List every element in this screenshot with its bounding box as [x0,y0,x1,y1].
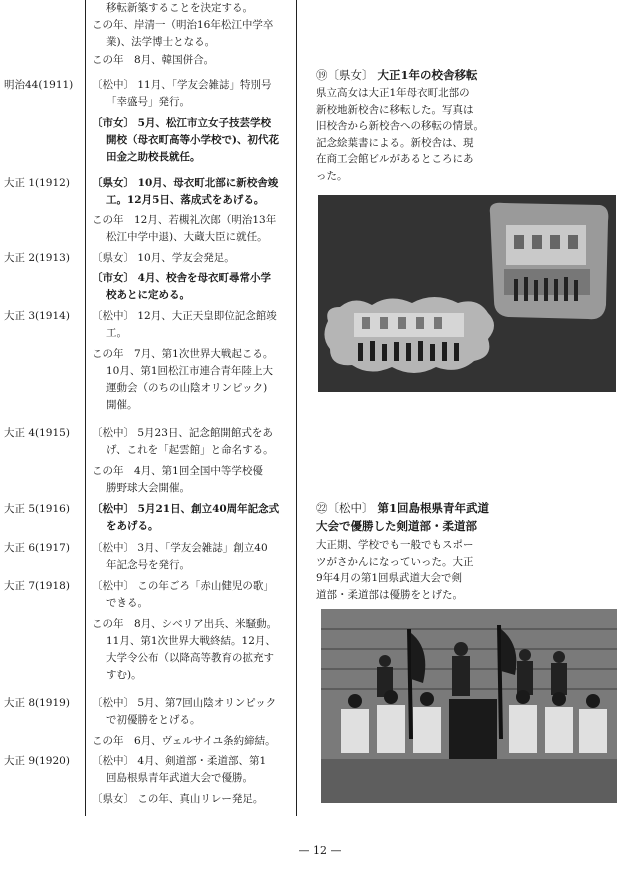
caption-22-text [316,537,496,603]
timeline-entry-line: 〔県女〕 10月、学友会発足。 [92,252,235,264]
timeline-year: 大正 5(1916) [4,503,70,515]
timeline-entry-line: 〔松中〕 5月23日、記念館開館式をあ [92,427,273,439]
timeline-entry-line: 〔県女〕 この年、真山リレー発足。 [92,793,264,805]
timeline-entry-line: 〔松中〕 3月、「学友会雑誌」創立40 [92,542,268,554]
caption-22-heading: 第1回島根県青年武道 [377,501,490,515]
caption-line: 道部・柔道部は優勝をとげた。 [316,588,463,601]
caption-line: 県立高女は大正1年母衣町北部の [316,87,470,99]
timeline-entry-line: 工。12月5日、落成式をあげる。 [106,194,265,206]
timeline-entry-line: 〔県女〕 10月、母衣町北部に新校舎竣 [92,177,279,189]
timeline-year: 大正 7(1918) [4,580,70,592]
timeline-entry-line: できる。 [106,597,148,609]
caption-line: 大正期、学校でも一般でもスポー [316,539,474,551]
timeline-year: 大正 4(1915) [4,427,70,439]
caption-line: 在商工会館ビルがあるところにあ [316,153,474,165]
timeline-entry-line: で初優勝をとげる。 [106,714,201,726]
timeline-entry [92,77,292,111]
timeline-entry-line: この年、岸清一（明治16年松江中学卒 [92,19,274,31]
timeline-entry-line: 〔市女〕 4月、校舎を母衣町尋常小学 [92,272,271,284]
timeline-entry-line: 年記念号を発行。 [106,559,190,571]
timeline-entry [92,212,292,246]
timeline-entry-line: 10月、第1回松江市連合青年陸上大 [106,365,274,377]
timeline-entry [92,308,292,342]
timeline-entry [92,346,292,414]
timeline-entry-line: 〔市女〕 5月、松江市立女子技芸学校 [92,117,271,129]
timeline-entry-line: この年 8月、シベリア出兵、米騒動。 [92,618,278,630]
timeline-entry-line: この年 4月、第1回全国中等学校優 [92,465,263,477]
caption-line: ツがさかんになっていった。大正 [316,555,474,568]
timeline-entry-line: すむ)。 [106,669,142,681]
timeline-entry-line: 〔松中〕 11月、「学友会雑誌」特別号 [92,79,272,91]
caption-line: 新校地新校舎に移転した。写真は [316,103,474,116]
timeline-entry-line: この年 12月、若槻礼次郎（明治13年 [92,214,277,226]
timeline-entry-line: 運動会（のちの山陰オリンピック) [106,382,268,394]
timeline-entry-line: 開校（母衣町高等小学校で)、初代花 [106,134,279,146]
timeline-entry [92,791,292,808]
timeline-entry [92,540,292,574]
caption-19-number: ⑲〔県女〕 [316,68,374,82]
timeline-entry-line: この年 8月、韓国併合。 [92,54,215,66]
timeline-entry [92,270,292,304]
timeline-entry [92,17,292,51]
timeline-entry-line: 工。 [106,327,127,339]
caption-19-text [316,85,496,184]
timeline-entry-line: 松江中学中退)、大蔵大臣に就任。 [106,231,268,243]
timeline-entry [92,0,292,17]
timeline-entry-line: げ、これを「起雲館」と命名する。 [106,444,274,456]
timeline-year: 大正 3(1914) [4,310,70,322]
timeline-entry-line: 移転新築することを決定する。 [106,2,253,14]
timeline-year: 大正 9(1920) [4,755,70,767]
timeline-entry [92,250,292,267]
timeline-entry [92,733,292,750]
timeline-year: 大正 2(1913) [4,252,70,264]
timeline-entry-line: 〔松中〕 この年ごろ「赤山健児の歌」 [92,580,274,592]
school-move-postcard-photo [318,195,616,392]
timeline-entry [92,52,292,69]
caption-line: 旧校舎から新校舎への移転の情景。 [316,120,484,132]
column-divider [296,0,297,816]
timeline-entry [92,175,292,209]
timeline-entry-line: 〔松中〕 4月、剣道部・柔道部、第1 [92,755,267,767]
caption-22-title-line2: 大会で優勝した剣道部・柔道部 [316,519,477,533]
caption-line: った。 [316,169,348,182]
timeline-entry [92,463,292,497]
timeline-entry [92,578,292,612]
timeline-entry [92,115,292,166]
timeline-entry-line: 回島根県青年武道大会で優勝。 [106,772,253,784]
timeline-entry [92,501,292,535]
kendo-judo-team-photo [321,609,617,803]
timeline-entry-line: 大学令公布（以降高等教育の拡充す [106,652,274,664]
caption-line: 記念絵葉書による。新校舎は、現 [316,136,474,149]
page-number: — 12 — [298,844,342,857]
timeline-entry [92,695,292,729]
timeline-entry-line: をあげる。 [106,520,159,532]
timeline-entry [92,616,292,684]
timeline-entry-line: 〔松中〕 12月、大正天皇即位記念館竣 [92,310,277,322]
timeline-year: 大正 6(1917) [4,542,70,554]
timeline-entry-line: 田金之助校長就任。 [106,151,201,163]
caption-22-number: ㉒〔松中〕 [316,501,374,515]
timeline-entry-line: 業)、法学博士となる。 [106,36,216,48]
timeline-entry-line: この年 7月、第1次世界大戦起こる。 [92,348,274,360]
timeline-year: 明治44(1911) [4,79,74,91]
timeline-entry-line: 〔松中〕 5月21日、創立40周年記念式 [92,503,280,515]
timeline-entry [92,425,292,459]
caption-line: 9年4月の第1回県武道大会で剣 [316,572,463,584]
timeline-year: 大正 1(1912) [4,177,70,189]
timeline-entry-line: 11月、第1次世界大戦終結。12月、 [106,635,276,647]
timeline-entry-line: 勝野球大会開催。 [106,482,190,494]
timeline-entry-line: 〔松中〕 5月、第7回山陰オリンピック [92,697,277,709]
timeline-entry-line: 校あとに定める。 [106,289,190,301]
caption-22-title [316,499,489,517]
caption-19-title [316,66,478,84]
timeline-entry-line: 開催。 [106,399,138,411]
caption-19-heading: 大正1年の校舎移転 [377,68,478,82]
timeline-entry-line: 「幸盛号」発行。 [106,96,190,108]
timeline-year: 大正 8(1919) [4,697,70,709]
timeline-entry [92,753,292,787]
timeline-divider-left [85,0,86,816]
timeline-entry-line: この年 6月、ヴェルサイユ条約締結。 [92,735,276,747]
